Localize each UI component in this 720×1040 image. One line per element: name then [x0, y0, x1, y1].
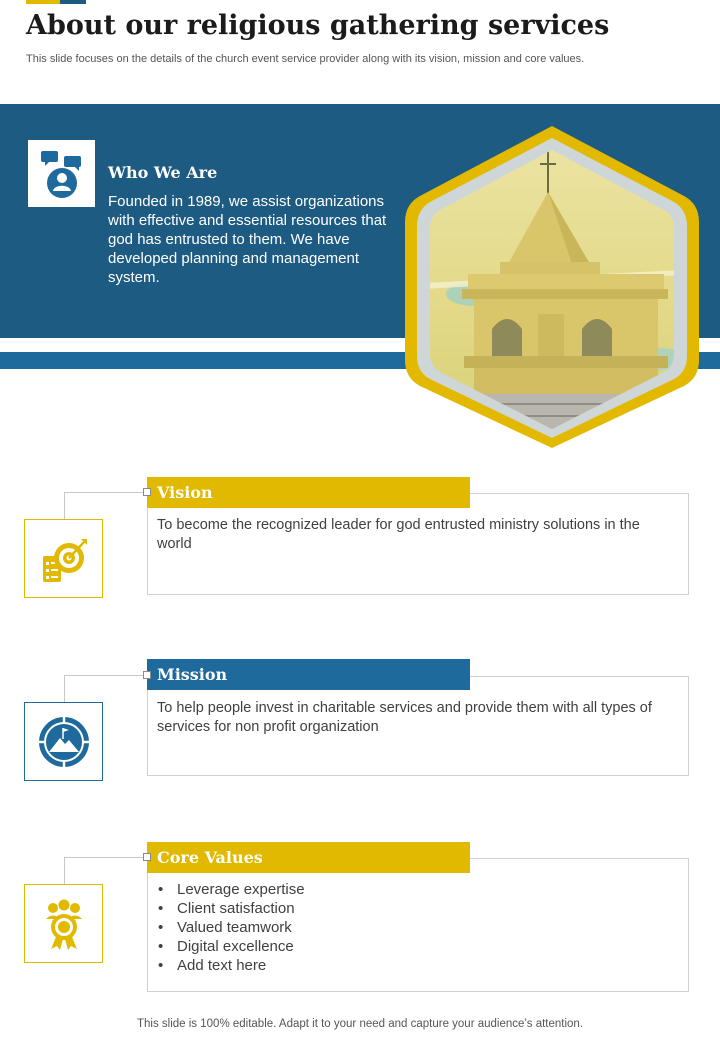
vision-header-marker [143, 488, 151, 496]
core-values-header-marker [143, 853, 151, 861]
mission-icon-box [24, 702, 103, 781]
hero-image [404, 124, 700, 450]
mission-connector-h [64, 675, 147, 676]
vision-icon-box [24, 519, 103, 598]
list-item: • Digital excellence [157, 937, 305, 956]
list-item: • Valued teamwork [157, 918, 305, 937]
list-item: • Add text here [157, 956, 305, 975]
core-values-connector-h [64, 857, 147, 858]
mountain-target-icon [36, 714, 92, 770]
mission-text: To help people invest in charitable services and provide them with all types of services for non profit organization [157, 700, 652, 735]
vision-connector-v [64, 492, 65, 519]
core-values-icon-box [24, 884, 103, 963]
top-accent-bar [26, 0, 60, 4]
core-values-header: Core Values [147, 842, 470, 873]
page-title: About our religious gathering services [26, 10, 610, 41]
page-subtitle: This slide focuses on the details of the church event service provider along with its vision, mission and core values. [26, 53, 585, 65]
mission-header: Mission [147, 659, 470, 690]
list-item: • Leverage expertise [157, 880, 305, 899]
who-we-are-title: Who We Are [108, 163, 218, 182]
footer-note: This slide is 100% editable. Adapt it to your need and capture your audience’s attention. [136, 1018, 584, 1030]
core-values-list [157, 880, 305, 975]
mission-connector-v [64, 675, 65, 702]
who-we-are-icon-box [28, 140, 95, 207]
mission-header-marker [143, 671, 151, 679]
top-accent-bar-2 [60, 0, 86, 4]
vision-connector-h [64, 492, 147, 493]
core-values-connector-v [64, 857, 65, 884]
vision-header: Vision [147, 477, 470, 508]
target-checklist-icon [37, 532, 91, 586]
team-badge-icon [37, 897, 91, 951]
vision-text: To become the recognized leader for god entrusted ministry solutions in the world [157, 517, 640, 552]
list-item: • Client satisfaction [157, 899, 305, 918]
who-we-are-text: Founded in 1989, we assist organizations with effective and essential resources that god has entrusted to them. We have developed planning and management system. [108, 193, 387, 286]
chat-person-icon [36, 148, 88, 200]
